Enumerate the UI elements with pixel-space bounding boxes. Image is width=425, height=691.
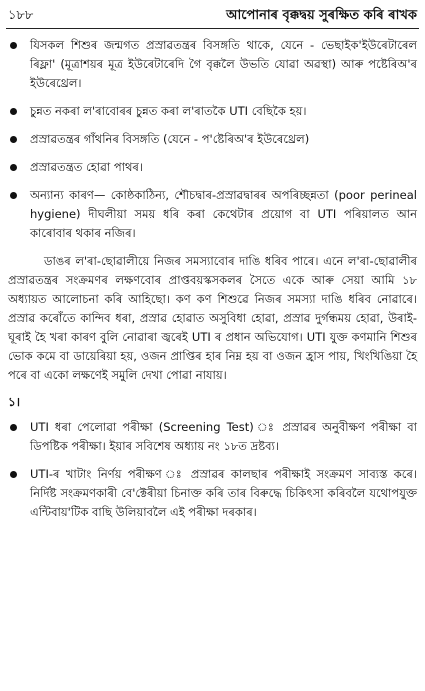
body-paragraph: ডাঙৰ ল'ৰা-ছোৱালীয়ে নিজৰ সমস্যাবোৰ দাঙি ধৰিব পাৰে। এনে ল'ৰা-ছোৱালীৰ প্ৰস্ৰাৱতন্ত্ৰৰ সংক্ৰমণৰ লক্ষণবোৰ প্ৰাপ্তবয়স্কসকলৰ সৈতে একে আৰু সেয়া আমি ১৮ অধ্যায়ত আলোচনা কৰি আহিছো। কণ কণ শিশুৱে নিজৰ সমস্যা দাঙি ধৰিব নোৱাৰে। প্ৰস্ৰাৱ কৰোঁতে কান্দিব ধৰা, প্ৰস্ৰাৱ হোৱাত অসুবিধা হোৱা, প্ৰস্ৰাৱ দুৰ্গন্ধময় হোৱা, উৰাই-ঘূৰাই হৈ খৰা কাৰণ বুলি নোৱাৰা জ্বৰেই UTI ৰ প্ৰধান অভিযোগ। UTI যুক্ত কণমানি শিশুৰ ভোক কমে বা ডায়েৰিয়া হয়, ওজন প্ৰাপ্তিৰ হাৰ নিম্ন হয় বা ওজন হ্ৰাস পায়, খিংখিঙিয়া হৈ পৰে বা একো লক্ষণেই সমুলি দেখা পোৱা নাযায়। — [8, 254, 417, 382]
bullet-list-top — [8, 36, 417, 243]
list-item — [8, 158, 417, 177]
page-number: ১৮৮ — [8, 8, 34, 23]
bullet-icon — [10, 424, 17, 431]
list-item — [8, 418, 417, 456]
list-item — [8, 102, 417, 121]
list-item-text: চুন্নত নকৰা ল'ৰাবোৰৰ চুন্নত কৰা ল'ৰাতকৈ UTI বেছিকৈ হয়। — [30, 104, 307, 118]
list-item — [8, 186, 417, 243]
bullet-icon — [10, 108, 17, 115]
section-number: ১। — [8, 395, 21, 409]
bullet-list-bottom — [8, 418, 417, 522]
bullet-icon — [10, 192, 17, 199]
bullet-icon — [10, 136, 17, 143]
list-item — [8, 465, 417, 522]
list-item-text: UTI-ৰ খাটাং নিৰ্ণয় পৰীক্ষণ ঃ প্ৰস্ৰাৱৰ কালছাৰ পৰীক্ষাই সংক্ৰমণ সাব্যস্ত কৰে। নিৰ্দিষ্ট সংক্ৰমণকাৰী বে'ক্টেৰীয়া চিনাক্ত কৰি তাৰ বিৰুদ্ধে চিকিৎসা কৰিবলৈ যথোপযুক্ত এন্টিবায়'টিক বাছি উলিয়াবলৈ এই পৰীক্ষা দৰকাৰ। — [30, 467, 417, 519]
list-item-text: অন্যান্য কাৰণ— কোষ্ঠকাঠিন্য, শৌচদ্বাৰ-প্ৰস্ৰাৱদ্বাৰৰ অপৰিচ্ছন্নতা (poor perineal hygiene) দীঘলীয়া সময় ধৰি কৰা কেথেটাৰ প্ৰয়োগ বা UTI পৰিয়ালত আন কাৰোবাৰ থকাৰ নজিৰ। — [30, 188, 417, 240]
bullet-icon — [10, 471, 17, 478]
list-item-text: প্ৰস্ৰাৱতন্ত্ৰত হোৱা পাথৰ। — [30, 160, 144, 174]
list-item-text: প্ৰস্ৰাৱতন্ত্ৰৰ গাঁথনিৰ বিসঙ্গতি (যেনে - প'ষ্টেৰিঅ'ৰ ইউৰেথ্ৰেল) — [30, 132, 310, 146]
page-content — [8, 36, 417, 531]
list-item-text: যিসকল শিশুৰ জন্মগত প্ৰস্ৰাৱতন্ত্ৰৰ বিসঙ্গতি থাকে, যেনে - ভেছাইক'ইউৰেটাৰেল ৰিফ্লা' (মূত্ৰাশয়ৰ মূত্ৰ ইউৰেটাৰেদি গৈ বৃক্কলৈ উভতি যোৱা অৱস্থা) আৰু পষ্টেৰিঅ'ৰ ইউৰেথ্ৰেল। — [30, 38, 417, 90]
list-item — [8, 130, 417, 149]
header-rule — [6, 28, 419, 29]
bullet-icon — [10, 42, 17, 49]
list-item — [8, 36, 417, 93]
running-title: আপোনাৰ বৃক্কদ্বয় সুৰক্ষিত কৰি ৰাখক — [226, 8, 417, 23]
list-item-text: UTI ধৰা পেলোৱা পৰীক্ষা (Screening Test) ঃ প্ৰস্ৰাৱৰ অনুবীক্ষণ পৰীক্ষা বা ডিপষ্টিক পৰীক্ষা। ইয়াৰ সবিশেষ অধ্যায় নং ১৮ত দ্ৰষ্টব্য। — [30, 420, 417, 453]
page-header — [8, 6, 417, 26]
bullet-icon — [10, 164, 17, 171]
